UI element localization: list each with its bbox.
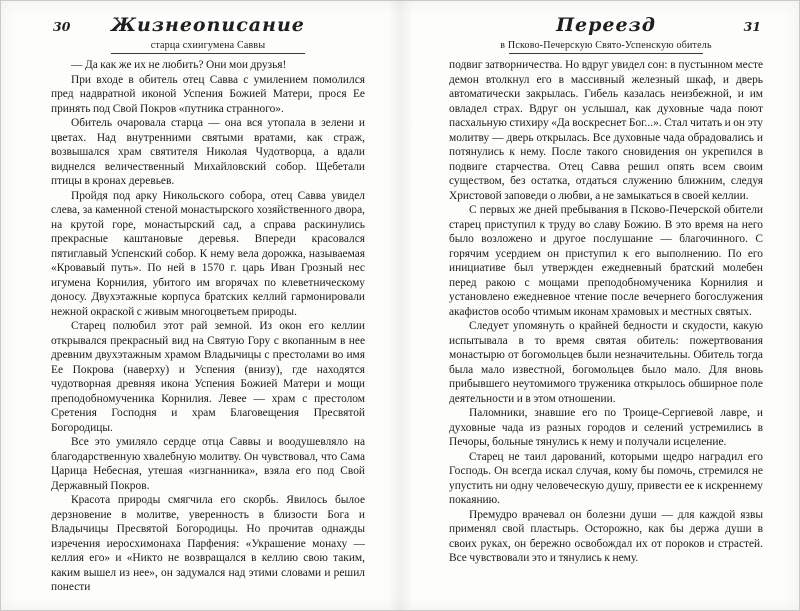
paragraph: Все это умиляло сердце отца Саввы и воодушевляло на благодарственную хвалебную молитву. Он чувствовал, что Сама Царица Небесная, утешая «изгнанника», взяла его под Свой Державный Покров. <box>51 436 365 492</box>
paragraph: Пройдя под арку Никольского собора, отец Савва увидел слева, за каменной стеной монастырского хозяйственного двора, на крутой горе, монастырский сад, а справа раскинулись прекрасные каштановые деревья. Впереди красовался пятиглавый Успенский собор. К нему вела дорожка, называемая «Кровавый путь». По ней в 1570 г. царь Иван Грозный нес игумена Корнилия, убитого им вгорячах по клеветническому доносу. Двухэтажные корпуса братских келлий гармонировали нежной окраской с живым многоцветьем природы. <box>51 189 365 318</box>
left-page <box>51 15 365 601</box>
right-page-text <box>449 58 763 566</box>
paragraph: Красота природы смягчила его скорбь. Явилось былое дерзновение в молитве, уверенность в близости Бога и Владычицы Пресвятой Богородицы. Но прочитав однажды изречения иеросхимонаха Парфения: «Украшение монаху — келлия его» и «Никто не возвращался в келлию свою таким, каким вышел из нее», он задумался над этими словами и решил понести <box>51 494 365 593</box>
left-page-text <box>51 58 365 595</box>
paragraph: — Да как же их не любить? Они мои друзья! <box>71 59 287 71</box>
page-gutter-shadow <box>387 1 413 610</box>
paragraph: подвиг затворничества. Но вдруг увидел сон: в пустынном месте демон втолкнул его в массивный железный шкаф, и дверь автоматически закрылась. Гибель казалась неизбежной, и им овладел страх. Вдруг он услышал, как духовные чада поют пасхальную стихиру «Да воскреснет Бог...». Стал читать и он эту молитву — дверь открылась. Все духовные чада обрадовались и потянулись к нему. После такого сновидения он укрепился в подвиге старчества. Отец Савва решил опять всем своим существом, без остатка, отдаться служению ближним, следуя Христовой заповеди о любви, а не замыкаться в своей келлии. <box>449 59 763 202</box>
right-page <box>449 15 763 601</box>
left-running-head <box>51 15 365 53</box>
paragraph: Следует упомянуть о крайней бедности и скудости, какую испытывала в то время святая обитель: пожертвования монастырю от богомольцев были незначительны. Обитель тогда была мало известной, богомольцев было мало. Для вновь прибывшего неутомимого труженика открылось обширное поле деятельности и в этом отношении. <box>449 320 763 405</box>
left-running-head-title: Жизнеописание <box>111 15 305 36</box>
paragraph: Обитель очаровала старца — она вся утопала в зелени и цветах. Над внутренними святыми вратами, как страж, возвышался храм святителя Николая Чудотворца, а вдали виднелся величественный Михайловский собор. Щебетали птицы в кронах деревьев. <box>51 117 365 187</box>
right-page-number: 31 <box>743 19 761 34</box>
paragraph: С первых же дней пребывания в Псково-Печерской обители старец приступил к труду во славу Божию. В это время на него было возложено и другое послушание — благочинного. С горячим усердием он приступил к его выполнению. По его инициативе был утвержден ежедневный братский молебен перед ракою с мощами преподобномученика Корнилия и установлено ежедневное чтение после вечернего богослужения акафистов особо чтимым иконам храмовых и местных святых. <box>449 204 763 318</box>
paragraph: При входе в обитель отец Савва с умилением помолился пред надвратной иконой Успения Божией Матери, прося Ее принять под Свой Покров «путника странного». <box>51 73 365 115</box>
left-running-head-subtitle: старца схиигумена Саввы <box>150 40 266 51</box>
paragraph: Паломники, знавшие его по Троице-Сергиевой лавре, и духовные чада из разных городов и селений устремились в Печоры, больные тянулись к нему и получали исцеление. <box>449 407 763 448</box>
paragraph: Старец не таил дарований, которыми щедро наградил его Господь. Он всегда искал случая, кому бы помочь, стремился не упустить ни одну человеческую душу, привести ее к искреннему покаянию. <box>449 450 763 506</box>
right-running-head-subtitle: в Псково-Печерскую Свято-Успенскую обитель <box>500 40 712 51</box>
right-running-head <box>449 15 763 53</box>
left-page-number: 30 <box>53 19 71 34</box>
paragraph: Старец полюбил этот рай земной. Из окон его келлии открывался прекрасный вид на Святую Гору с вкопанным в нее древним двухэтажным храмом Владычицы с престолами во имя Ее Покрова (наверху) и Успения (внизу), где находятся чудотворная древняя икона Успения Божией Матери и мощи преподобномученика Корнилия. Левее — храм с престолом Сретения Господня и храм Благовещения Пресвятой Богородицы. <box>51 320 365 434</box>
paragraph: Премудро врачевал он болезни души — для каждой язвы применял свой пластырь. Осторожно, как бы держа души в своих руках, он бережно освобождал их от пороков и страстей. Все чувствовали это и тянулись к нему. <box>449 508 763 564</box>
right-running-head-title: Переезд <box>556 15 656 36</box>
